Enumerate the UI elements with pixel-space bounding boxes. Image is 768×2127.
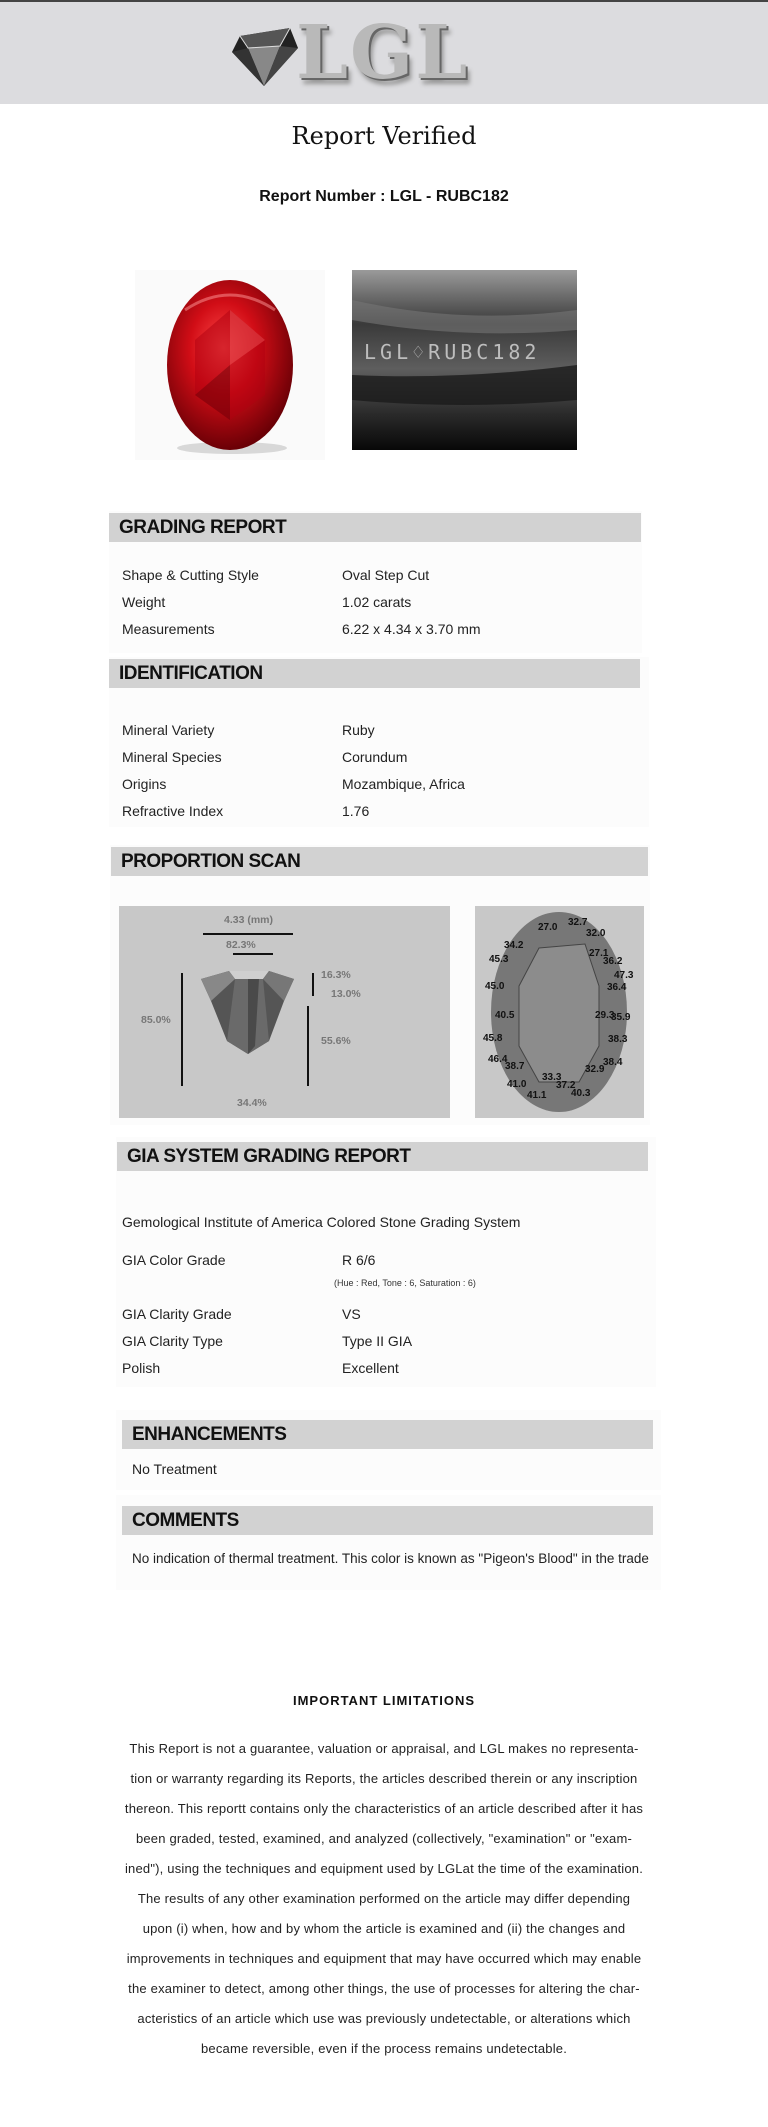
limitations-line: upon (i) when, how and by whom the article is examined and (ii) the changes and bbox=[142, 1921, 626, 1936]
identification-header: IDENTIFICATION bbox=[109, 659, 640, 688]
inscription-photo bbox=[352, 270, 577, 450]
gia-label-color: GIA Color Grade bbox=[122, 1252, 226, 1268]
page-title: Report Verified bbox=[291, 122, 477, 150]
top-val-9: 45.0 bbox=[485, 981, 505, 992]
top-val-13: 45.8 bbox=[483, 1033, 503, 1044]
report-number: Report Number : LGL - RUBC182 bbox=[259, 188, 509, 205]
top-val-7: 47.3 bbox=[614, 970, 634, 981]
id-value-origins: Mozambique, Africa bbox=[342, 776, 465, 792]
grading-value-measurements: 6.22 x 4.34 x 3.70 mm bbox=[342, 621, 481, 637]
gia-value-clarity: VS bbox=[342, 1306, 361, 1322]
top-val-14: 38.3 bbox=[608, 1034, 628, 1045]
top-val-1: 32.7 bbox=[568, 917, 588, 928]
gia-value-color: R 6/6 bbox=[342, 1252, 376, 1268]
gia-label-clarity-type: GIA Clarity Type bbox=[122, 1333, 223, 1349]
id-label-origins: Origins bbox=[122, 776, 167, 792]
top-val-3: 34.2 bbox=[504, 940, 524, 951]
gia-system-text: Gemological Institute of America Colored Stone Grading System bbox=[122, 1214, 521, 1230]
limitations-line: This Report is not a guarantee, valuation or appraisal, and LGL makes no representa- bbox=[129, 1741, 639, 1756]
culet-label: 34.4% bbox=[237, 1097, 267, 1109]
id-label-variety: Mineral Variety bbox=[122, 722, 215, 738]
id-label-species: Mineral Species bbox=[122, 749, 222, 765]
id-value-variety: Ruby bbox=[342, 722, 375, 738]
top-val-20: 33.3 bbox=[542, 1072, 562, 1083]
top-val-4: 45.3 bbox=[489, 954, 509, 965]
table-label: 82.3% bbox=[226, 939, 256, 951]
id-label-refractive: Refractive Index bbox=[122, 803, 224, 819]
top-val-11: 29.3 bbox=[595, 1010, 615, 1021]
top-val-21: 37.2 bbox=[556, 1080, 576, 1091]
top-val-5: 27.1 bbox=[589, 948, 609, 959]
limitations-line: The results of any other examination performed on the article may differ depending bbox=[137, 1891, 631, 1906]
limitations-line: tion or warranty regarding its Reports, the articles described therein or any inscription bbox=[130, 1771, 638, 1786]
top-val-2: 32.0 bbox=[586, 928, 606, 939]
grading-label-shape: Shape & Cutting Style bbox=[122, 567, 259, 583]
id-value-refractive: 1.76 bbox=[342, 803, 370, 819]
limitations-line: improvements in techniques and equipment that may have occurred which may enable bbox=[126, 1951, 642, 1966]
comments-header: COMMENTS bbox=[122, 1506, 653, 1535]
top-val-0: 27.0 bbox=[538, 922, 558, 933]
top-val-12: 35.9 bbox=[611, 1012, 631, 1023]
comments-text: No indication of thermal treatment. This color is known as "Pigeon's Blood" in the trade bbox=[132, 1551, 649, 1566]
width-label: 4.33 (mm) bbox=[224, 914, 274, 926]
top-val-17: 38.4 bbox=[603, 1057, 623, 1068]
limitations-line: been graded, tested, examined, and analyzed (collectively, "examination" or "exam- bbox=[135, 1831, 633, 1846]
limitations-text bbox=[110, 1734, 658, 2064]
grading-label-measurements: Measurements bbox=[122, 621, 215, 637]
top-val-16: 38.7 bbox=[505, 1061, 525, 1072]
grading-report-header: GRADING REPORT bbox=[109, 513, 641, 542]
inscription-text: LGL♢RUBC182 bbox=[364, 340, 541, 364]
pavilion-label: 55.6% bbox=[321, 1035, 351, 1047]
enhancements-header: ENHANCEMENTS bbox=[122, 1420, 653, 1449]
enhancements-text: No Treatment bbox=[132, 1461, 217, 1477]
gia-label-clarity: GIA Clarity Grade bbox=[122, 1306, 232, 1322]
limitations-line: became reversible, even if the process remains undetectable. bbox=[200, 2041, 568, 2056]
gia-value-clarity-type: Type II GIA bbox=[342, 1333, 413, 1349]
depth-label: 85.0% bbox=[141, 1014, 171, 1026]
girdle-label: 13.0% bbox=[331, 988, 361, 1000]
top-val-18: 32.9 bbox=[585, 1064, 605, 1075]
limitations-line: ined"), using the techniques and equipment used by LGLat the time of the examination. bbox=[124, 1861, 644, 1876]
side-profile-diagram bbox=[119, 906, 450, 1118]
grading-value-shape: Oval Step Cut bbox=[342, 567, 430, 583]
lgl-logo[interactable] bbox=[230, 10, 490, 96]
top-val-22: 41.1 bbox=[527, 1090, 547, 1101]
proportion-scan-header: PROPORTION SCAN bbox=[111, 847, 648, 876]
top-val-8: 36.4 bbox=[607, 982, 627, 993]
gia-label-polish: Polish bbox=[122, 1360, 161, 1376]
gia-color-note: (Hue : Red, Tone : 6, Saturation : 6) bbox=[334, 1278, 476, 1288]
header-banner bbox=[0, 2, 768, 104]
gia-value-polish: Excellent bbox=[342, 1360, 399, 1376]
grading-label-weight: Weight bbox=[122, 594, 166, 610]
crown-label: 16.3% bbox=[321, 969, 351, 981]
gia-header: GIA SYSTEM GRADING REPORT bbox=[117, 1142, 648, 1171]
diamond-icon bbox=[230, 26, 300, 88]
top-val-6: 36.2 bbox=[603, 956, 623, 967]
limitations-line: thereon. This reportt contains only the characteristics of an article described after it has bbox=[124, 1801, 644, 1816]
limitations-line: acteristics of an article which use was previously undetectable, or alterations which bbox=[137, 2011, 631, 2026]
limitations-line: the examiner to detect, among other things, the use of processes for altering the char- bbox=[128, 1981, 640, 1996]
logo-text: LGL bbox=[296, 10, 470, 96]
ruby-photo bbox=[135, 270, 325, 460]
limitations-title: IMPORTANT LIMITATIONS bbox=[292, 1693, 476, 1708]
top-val-15: 46.4 bbox=[488, 1054, 508, 1065]
id-value-species: Corundum bbox=[342, 749, 408, 765]
grading-value-weight: 1.02 carats bbox=[342, 594, 412, 610]
top-view-diagram bbox=[475, 906, 644, 1118]
top-val-23: 40.3 bbox=[571, 1088, 591, 1099]
top-val-10: 40.5 bbox=[495, 1010, 515, 1021]
top-val-19: 41.0 bbox=[507, 1079, 527, 1090]
